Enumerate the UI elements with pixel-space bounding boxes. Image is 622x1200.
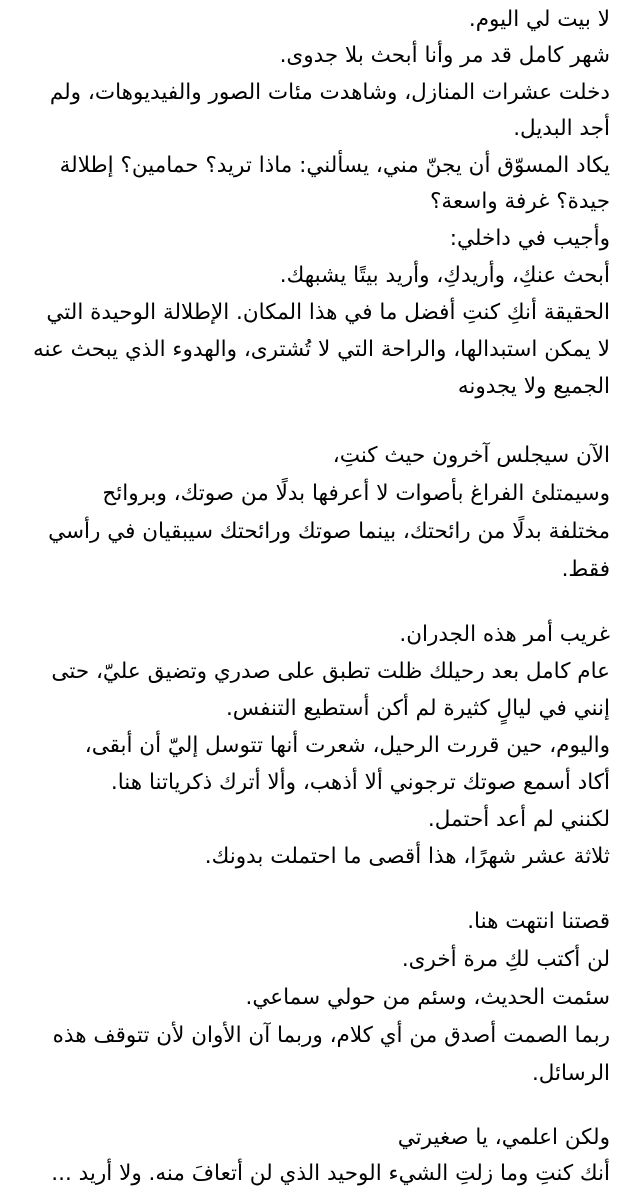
text-line: يكاد المسوّق أن يجنّ مني، يسألني: ماذا تريد؟ حمامين؟ إطلالة — [59, 153, 610, 178]
text-line: غريب أمر هذه الجدران. — [399, 622, 610, 647]
text-line: وسيمتلئ الفراغ بأصوات لا أعرفها بدلًا من صوتك، وبروائح — [102, 481, 610, 506]
text-line: واليوم، حين قررت الرحيل، شعرت أنها تتوسل إليّ أن أبقى، — [84, 733, 610, 758]
text-line: أكاد أسمع صوتك ترجوني ألا أذهب، وألا أترك ذكرياتنا هنا. — [110, 770, 610, 795]
text-line: شهر كامل قد مر وأنا أبحث بلا جدوى. — [279, 43, 610, 68]
text-line: لا يمكن استبدالها، والراحة التي لا تُشترى، والهدوء الذي يبحث عنه — [32, 337, 610, 362]
text-line: مختلفة بدلًا من رائحتك، بينما صوتك ورائحتك سيبقيان في رأسي — [48, 519, 610, 544]
text-line: قصتنا انتهت هنا. — [467, 909, 610, 934]
text-line: ولكن اعلمي، يا صغيرتي — [397, 1125, 610, 1150]
text-line: لا بيت لي اليوم. — [468, 7, 610, 32]
text-line: وأجيب في داخلي: — [449, 226, 610, 251]
text-line: سئمت الحديث، وسئم من حولي سماعي. — [245, 985, 610, 1010]
text-line: أجد البديل. — [513, 116, 610, 141]
text-line: فقط. — [561, 557, 610, 582]
text-line: الآن سيجلس آخرون حيث كنتِ، — [332, 443, 610, 468]
text-line: أنك كنتِ وما زلتِ الشيء الوحيد الذي لن أتعافَ منه. ولا أريد ... — [51, 1161, 610, 1186]
text-line: لكنني لم أعد أحتمل. — [427, 807, 610, 832]
text-line: عام كامل بعد رحيلك ظلت تطبق على صدري وتضيق عليّ، حتى — [51, 659, 610, 684]
text-line: إنني في ليالٍ كثيرة لم أكن أستطيع التنفس. — [225, 696, 610, 721]
text-line: جيدة؟ غرفة واسعة؟ — [430, 189, 610, 214]
text-line: الحقيقة أنكِ كنتِ أفضل ما في هذا المكان. الإطلالة الوحيدة التي — [46, 300, 610, 325]
text-line: الجميع ولا يجدونه — [457, 374, 610, 399]
text-line: أبحث عنكِ، وأريدكِ، وأريد بيتًا يشبهك. — [279, 263, 610, 288]
text-line: ثلاثة عشر شهرًا، هذا أقصى ما احتملت بدونك. — [204, 844, 610, 869]
text-line: دخلت عشرات المنازل، وشاهدت مئات الصور والفيديوهات، ولم — [49, 80, 610, 105]
text-line: الرسائل. — [531, 1061, 610, 1086]
text-line: لن أكتب لكِ مرة أخرى. — [401, 947, 610, 972]
text-line: ربما الصمت أصدق من أي كلام، وربما آن الأوان لأن تتوقف هذه — [52, 1023, 610, 1048]
